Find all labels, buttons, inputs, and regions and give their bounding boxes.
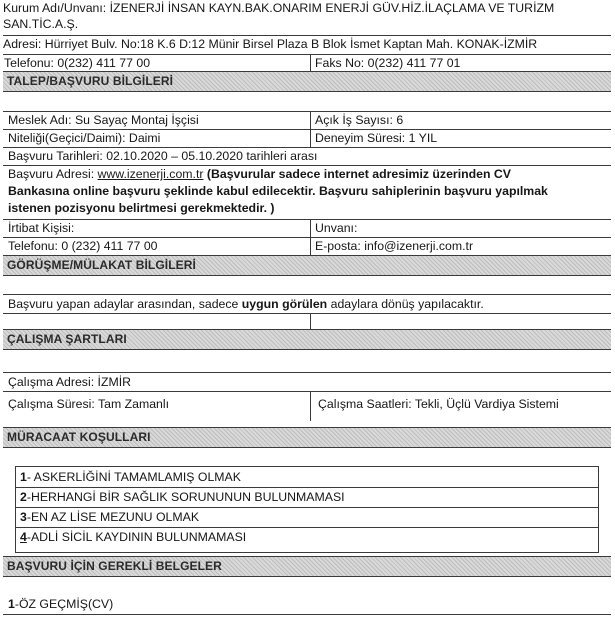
divider: [3, 372, 611, 373]
section-title: BAŞVURU İÇİN GEREKLİ BELGELER: [7, 559, 222, 573]
conditions-list: [15, 466, 599, 553]
company-name-value: İZENERJİ İNSAN KAYN.BAK.ONARIM ENERJİ GÜV.HİZ.İLAÇLAMA VE TURİZM: [109, 1, 555, 15]
divider: [3, 614, 611, 615]
section-title: ÇALIŞMA ŞARTLARI: [7, 332, 127, 346]
contact-email: E-posta: info@izenerji.com.tr: [315, 239, 474, 253]
contact-phone: Telefonu: 0 (232) 411 77 00: [8, 239, 158, 253]
contact-title: Unvanı:: [315, 221, 358, 235]
divider: [3, 294, 611, 295]
condition-item: 3-EN AZ LİSE MEZUNU OLMAK: [20, 510, 200, 524]
divider: [3, 111, 611, 112]
interview-text: Başvuru yapan adaylar arasından, sadece: [8, 297, 239, 311]
company-phone: Telefonu: 0(232) 411 77 00: [4, 56, 151, 70]
divider: [3, 165, 611, 166]
contact-person: İrtibat Kişisi:: [8, 221, 75, 235]
condition-item: 4-ADLİ SİCİL KAYDININ BULUNMAMASI: [20, 530, 247, 544]
work-hours: Çalışma Saatleri: Tekli, Üçlü Vardiya Sistemi: [318, 397, 559, 411]
application-note-line3: istenen pozisyonu belirtmesi gerekmektedir. ): [8, 201, 275, 215]
interview-note: [8, 297, 615, 312]
interview-text-end: adaylara dönüş yapılacaktır.: [330, 297, 484, 311]
company-address: Adresi: Hürriyet Bulv. No:18 K.6 D:12 Münir Birsel Plaza B Blok İsmet Kaptan Mah. KONAK-İZMİR: [3, 37, 538, 51]
divider: [3, 147, 611, 148]
divider: [3, 391, 611, 392]
condition-item: 2-HERHANGİ BİR SAĞLIK SORUNUNUN BULUNMAMASI: [20, 490, 345, 504]
application-dates: Başvuru Tarihleri: 02.10.2020 – 05.10.2020 tarihleri arası: [8, 149, 318, 163]
company-name-line2: SAN.TİC.A.Ş.: [3, 17, 79, 31]
section-application-header: [3, 71, 611, 92]
divider: [3, 54, 611, 55]
divider: [3, 313, 611, 314]
section-title: TALEP/BAŞVURU BİLGİLERİ: [7, 74, 174, 88]
section-conditions-header: [3, 427, 611, 448]
divider: [3, 129, 611, 130]
section-interview-header: [3, 255, 611, 276]
section-working-header: [3, 329, 611, 350]
column-divider: [310, 54, 311, 71]
company-name: [3, 1, 611, 16]
work-location: Çalışma Adresi: İZMİR: [8, 375, 131, 389]
application-note: (Başvurular sadece internet adresimiz üzerinden CV: [206, 167, 511, 181]
divider: [3, 237, 611, 238]
condition-item: 1- ASKERLİĞİNİ TAMAMLAMIŞ OLMAK: [20, 470, 241, 484]
divider: [3, 219, 611, 220]
section-title: GÖRÜŞME/MÜLAKAT BİLGİLERİ: [7, 258, 196, 272]
experience: Deneyim Süresi: 1 YIL: [315, 131, 438, 145]
column-divider: [310, 313, 311, 329]
occupation: Meslek Adı: Su Sayaç Montaj İşçisi: [8, 113, 199, 127]
column-divider: [310, 391, 311, 421]
section-title: MÜRACAAT KOŞULLARI: [7, 430, 151, 444]
website-link[interactable]: www.izenerji.com.tr: [97, 167, 204, 181]
section-documents-header: [3, 556, 611, 577]
employment-type: Niteliği(Geçici/Daimi): Daimi: [8, 131, 161, 145]
interview-emphasis: uygun görülen: [241, 297, 328, 311]
work-duration: Çalışma Süresi: Tam Zamanlı: [8, 397, 170, 411]
company-name-label: Kurum Adı/Unvanı:: [3, 1, 107, 15]
application-address-label: Başvuru Adresi:: [8, 167, 95, 181]
application-address: [8, 167, 615, 182]
company-fax: Faks No: 0(232) 411 77 01: [315, 56, 461, 70]
divider: [3, 35, 611, 36]
openings: Açık İş Sayısı: 6: [315, 113, 404, 127]
document-item: 1-ÖZ GEÇMİŞ(CV): [8, 597, 114, 611]
application-note-line2: Bankasına online başvuru şeklinde kabul edilecektir. Başvuru sahiplerinin başvuru yapılmak: [8, 184, 548, 198]
